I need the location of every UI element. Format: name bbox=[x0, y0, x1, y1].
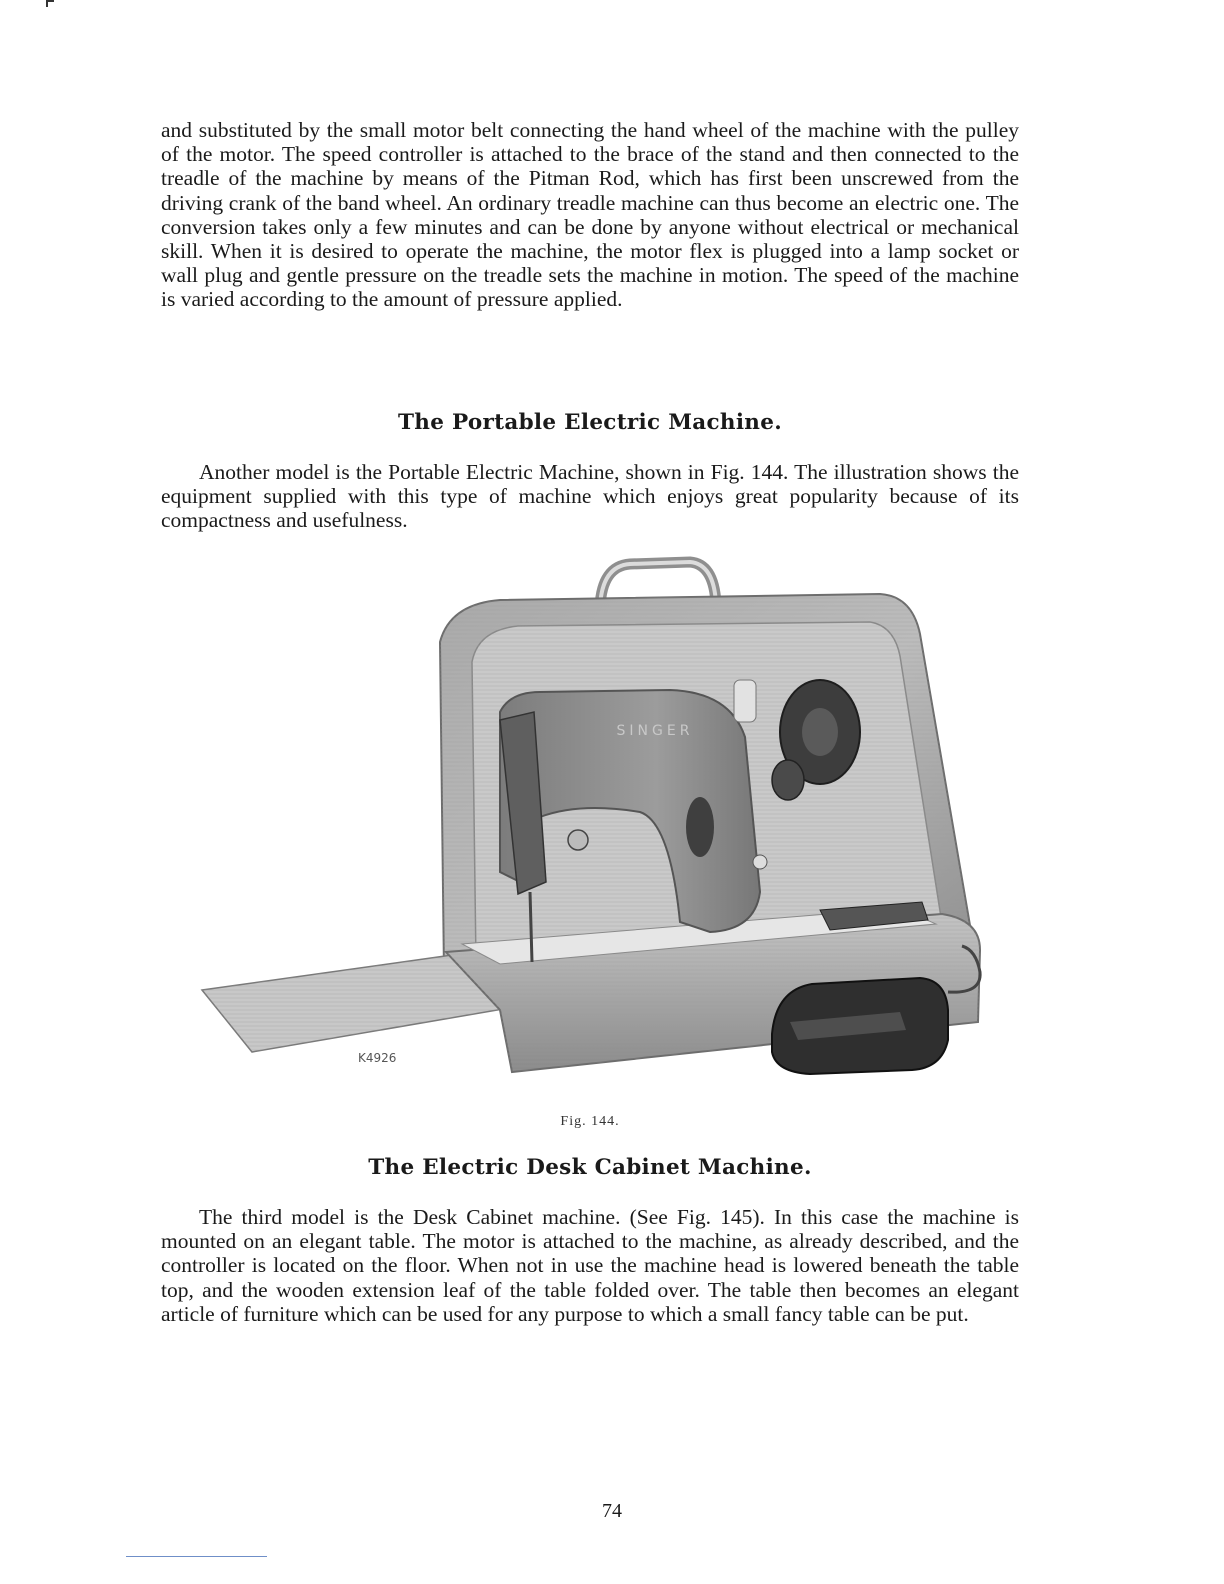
heading-portable-machine: The Portable Electric Machine. bbox=[397, 410, 783, 435]
intro-paragraph: and substituted by the small motor belt connecting the hand wheel of the machine with the pulley of the motor. The speed controller is attached to the brace of the stand and then connected to the treadle of the machine by means of the Pitman Rod, which has first been unscrewed from the driving crank of the band wheel. An ordinary treadle machine can thus become an electric one. The conversion takes only a few minutes and can be done by anyone without electrical or mechanical skill. When it is desired to operate the machine, the motor flex is plugged into a lamp socket or wall plug and gentle pressure on the treadle sets the machine in motion. The speed of the machine is varied according to the amount of pressure applied. bbox=[161, 118, 1019, 312]
cabinet-paragraph: The third model is the Desk Cabinet machine. (See Fig. 145). In this case the machine is mounted on an elegant table. The motor is attached to the machine, as already described, and the controller is located on the floor. When not in use the machine head is lowered beneath the table top, and the wooden extension leaf of the table folded over. The table then becomes an elegant article of furniture which can be used for any purpose to which a small fancy table can be put. bbox=[161, 1205, 1019, 1326]
footer-rule bbox=[126, 1556, 267, 1557]
sewing-machine-illustration bbox=[200, 552, 990, 1100]
brand-lettering: SINGER bbox=[616, 723, 694, 739]
heading-desk-cabinet-machine: The Electric Desk Cabinet Machine. bbox=[368, 1155, 812, 1180]
figure-portable-sewing-machine bbox=[200, 552, 990, 1100]
portable-paragraph: Another model is the Portable Electric Machine, shown in Fig. 144. The illustration shows the equipment supplied with this type of machine which enjoys great popularity because of its compactness and usefulness. bbox=[161, 460, 1019, 533]
scan-corner-mark bbox=[46, 0, 54, 2]
page-number: 74 bbox=[602, 1500, 622, 1522]
figure-caption: Fig. 144. bbox=[560, 1114, 620, 1129]
plate-number: K4926 bbox=[358, 1051, 397, 1065]
